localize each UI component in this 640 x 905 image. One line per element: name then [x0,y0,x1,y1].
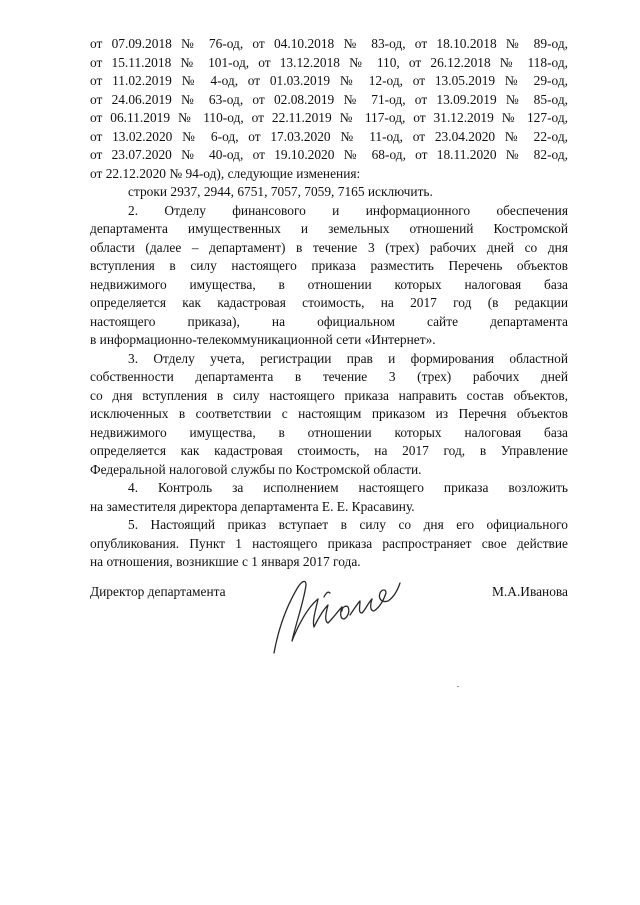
paragraph-1 [90,35,568,183]
text-line: 4. Контроль за исполнением настоящего приказа возложить [128,480,568,495]
text-line: определяется как кадастровая стоимость, на 2017 год, в Управление [90,443,568,458]
text-line: 5. Настоящий приказ вступает в силу со дня его официального [128,517,568,532]
text-line: со дня вступления в силу настоящего приказа направить состав объектов, [90,387,568,403]
paragraph-3 [90,350,568,480]
text-line: недвижимого имущества, в отношении которых налоговая база [90,424,568,440]
text-line: от 15.11.2018 № 101-од, от 13.12.2018 № 110, от 26.12.2018 № 118-од, [90,54,568,70]
text-line: вступления в силу настоящего приказа разместить Перечень объектов [90,258,568,273]
text-line: исключенных в соответствии с настоящим приказом из Перечня объектов [90,406,568,421]
text-line: на отношения, возникшие с 1 января 2017 года. [90,554,361,569]
text-line: на заместителя директора департамента Е. Е. Красавину. [90,498,415,514]
text-line: опубликования. Пункт 1 настоящего приказа распространяет свое действие [90,535,568,551]
paragraph-4 [90,479,568,516]
text-line: настоящего приказа), на официальном сайте департамента [90,313,568,329]
text-line: Федеральной налоговой службы по Костромской области. [90,461,422,477]
signatory-role: Директор департамента [90,584,226,599]
text-line: департамента имущественных и земельных отношений Костромской [90,221,568,236]
text-line: 3. Отделу учета, регистрации прав и формирования областной [128,350,568,366]
text-line: от 11.02.2019 № 4-од, от 01.03.2019 № 12-од, от 13.05.2019 № 29-од, [90,73,568,88]
paragraph-2 [90,202,568,350]
text-line: области (далее – департамент) в течение 3 (трех) рабочих дней со дня [90,239,568,255]
text-line: недвижимого имущества, в отношении которых налоговая база [90,276,568,292]
text-line: определяется как кадастровая стоимость, на 2017 год (в редакции [90,295,568,310]
scan-speck [457,686,459,687]
paragraph-1b [90,183,568,202]
text-line: 2. Отделу финансового и информационного обеспечения [128,202,568,218]
text-line: от 23.07.2020 № 40-од, от 19.10.2020 № 68-од, от 18.11.2020 № 82-од, [90,147,568,162]
signature-block [90,583,568,693]
text-line: от 06.11.2019 № 110-од, от 22.11.2019 № 117-од, от 31.12.2019 № 127-од, [90,110,568,125]
document-body [90,35,568,572]
text-line: от 24.06.2019 № 63-од, от 02.08.2019 № 71-од, от 13.09.2019 № 85-од, [90,91,568,107]
text-line: от 22.12.2020 № 94-од), следующие изменения: [90,165,361,181]
paragraph-5 [90,516,568,572]
signatory-name: М.А.Иванова [492,584,568,599]
text-line: собственности департамента в течение 3 (трех) рабочих дней [90,369,568,384]
text-line: от 07.09.2018 № 76-од, от 04.10.2018 № 83-од, от 18.10.2018 № 89-од, [90,36,568,51]
handwritten-signature-icon [262,571,412,661]
text-line: в информационно-телекоммуникационной сети «Интернет». [90,332,436,347]
text-line: строки 2937, 2944, 6751, 7057, 7059, 7165 исключить. [128,184,433,199]
text-line: от 13.02.2020 № 6-од, от 17.03.2020 № 11-од, от 23.04.2020 № 22-од, [90,128,568,144]
